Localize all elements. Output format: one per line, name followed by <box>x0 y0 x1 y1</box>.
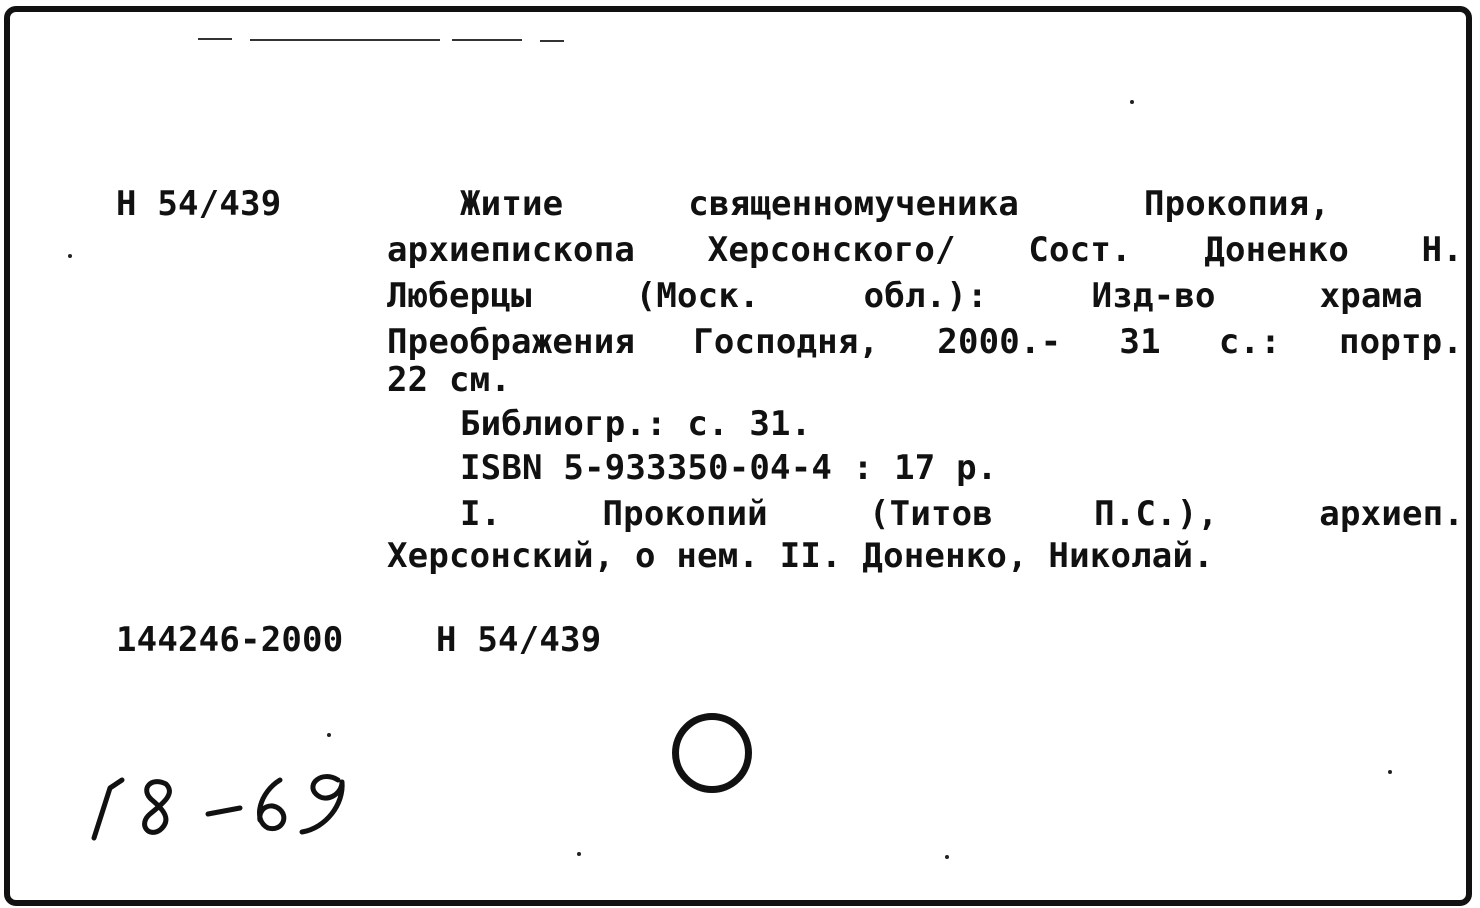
accession-call-number: Н 54/439 <box>436 620 602 660</box>
speck <box>945 855 949 859</box>
bibliography-note: Библиогр.: с. 31. <box>460 404 812 444</box>
punch-hole <box>672 713 752 793</box>
top-dashed-line <box>452 39 522 41</box>
top-dashed-line <box>250 39 440 41</box>
speck <box>1388 770 1392 774</box>
body-line: архиепископа Херсонского/ Сост. Доненко Н. <box>387 230 1463 270</box>
top-dashed-line <box>540 40 564 42</box>
isbn-line: ISBN 5-933350-04-4 : 17 р. <box>460 448 998 488</box>
body-line: 22 см. <box>387 360 512 400</box>
speck <box>1130 100 1134 104</box>
accession-number: 144246-2000 <box>116 620 344 660</box>
body-line: Люберцы (Моск. обл.): Изд-во храма <box>387 276 1423 316</box>
speck <box>68 254 72 258</box>
call-number: Н 54/439 <box>116 184 282 224</box>
body-line: Житие священномученика Прокопия, <box>460 184 1330 224</box>
body-line: Преображения Господня, 2000.- 31 с.: портр. <box>387 322 1463 362</box>
subject-line: Херсонский, о нем. II. Доненко, Николай. <box>387 536 1214 576</box>
speck <box>577 852 581 856</box>
handwritten-note <box>80 720 380 860</box>
subject-line: I. Прокопий (Титов П.С.), архиеп. <box>460 494 1464 534</box>
top-dashed-line <box>198 38 232 40</box>
